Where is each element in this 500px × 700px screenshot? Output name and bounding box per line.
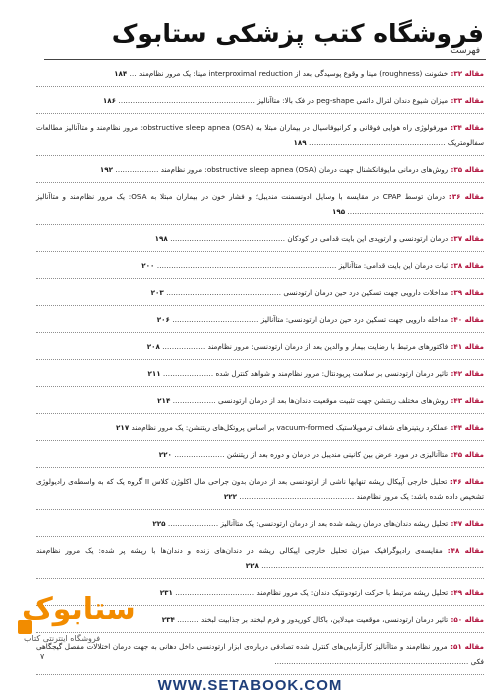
- toc-article-label: مقاله ۳۴:: [450, 123, 484, 132]
- toc-article-label: مقاله ۴۶:: [449, 477, 484, 486]
- toc-article-label: مقاله ۴۲:: [450, 369, 484, 378]
- toc-page-number: ۲۲۸: [245, 561, 259, 570]
- toc-title-text: تاثیر درمان ارتودنسی بر سلامت پریودنتال: مرور نظام‌مند و شواهد کنترل شده …………………: [160, 369, 451, 378]
- toc-entry[interactable]: [36, 339, 484, 360]
- toc-page-number: ۱۸۹: [293, 138, 307, 147]
- toc-title-latin: (OSA) obstructive sleep apnea: [142, 123, 254, 132]
- toc-entry[interactable]: [36, 393, 484, 414]
- toc-page-number: ۱۹۸: [154, 234, 168, 243]
- toc-article-label: مقاله ۴۱:: [450, 342, 484, 351]
- toc-title-text: تحلیل ریشه مرتبط با حرکت ارتودونتیک دندان: یک مرور نظام‌مند ……………………………: [172, 588, 451, 597]
- toc-title-text-rest: ) مینا و وقوع پوسیدگی بعد از interproximal reduction مینا: یک مرور نظام‌مند …: [127, 69, 383, 78]
- toc-entry[interactable]: [36, 66, 484, 87]
- toc-entry[interactable]: [36, 162, 484, 183]
- toc-page-number: ۱۹۵: [331, 207, 346, 216]
- toc-entry[interactable]: [36, 543, 484, 579]
- toc-title-text: روش‌های درمانی مایوفانکشنال جهت درمان: [316, 165, 451, 174]
- toc-page-number: ۲۰۰: [141, 261, 155, 270]
- toc-article-label: مقاله ۴۹:: [450, 588, 484, 597]
- toc-page-number: ۲۱۷: [116, 423, 130, 432]
- toc-article-label: مقاله ۴۴:: [450, 423, 484, 432]
- toc-entry[interactable]: [36, 285, 484, 306]
- toc-page-number: ۲۲۰: [158, 450, 172, 459]
- toc-title-text: عملکرد ریتینرهای شفاف ترموپلاستیک: [333, 423, 451, 432]
- toc-entry[interactable]: [36, 447, 484, 468]
- toc-page-number: ۱۸۴: [114, 69, 128, 78]
- toc-article-label: مقاله ۳۵:: [450, 165, 484, 174]
- toc-title-text-rest: بر اساس پروتکل‌های ریتنشن: یک مرور نظام‌مند: [129, 423, 277, 432]
- toc-entry[interactable]: [36, 312, 484, 333]
- toc-title-text: فاکتورهای مرتبط با رضایت بیمار و والدین بعد از درمان ارتودنسی: مرور نظام‌مند ………………: [159, 342, 451, 351]
- toc-article-label: مقاله ۴۵:: [450, 450, 484, 459]
- logo-wordmark: ستابوک: [22, 592, 136, 627]
- toc-entry[interactable]: [36, 258, 484, 279]
- toc-article-label: مقاله ۴۷:: [450, 519, 484, 528]
- toc-page-number: ۱۸۶: [102, 96, 117, 105]
- shop-title: فروشگاه کتب پزشکی ستابوک: [111, 19, 484, 48]
- toc-entry[interactable]: [36, 366, 484, 387]
- toc-title-text: تاثیر درمان ارتودنسی، موقعیت میدلاین، باکال کوریدور و فرم لبخند بر جذابیت لبخند ………: [174, 615, 451, 624]
- toc-article-label: مقاله ۳۲:: [450, 69, 484, 78]
- toc-entry[interactable]: [36, 474, 484, 510]
- toc-page-number: ۱۹۲: [99, 165, 114, 174]
- toc-title-text: مورفولوژی راه هوایی فوقانی و کرانیوفاسیال در بیماران مبتلا به: [253, 123, 451, 132]
- toc-article-label: مقاله ۵۱:: [450, 642, 484, 651]
- toc-title-text: مداخلات دارویی جهت تسکین درد حین درمان ارتودنسی …………………………………………: [163, 288, 451, 297]
- toc-title-text: روش‌های مختلف ریتنشن جهت تثبیت موقعیت دندان‌ها بعد از درمان ارتودنسی ………………: [170, 396, 451, 405]
- toc-article-label: مقاله ۴۸:: [447, 546, 484, 555]
- toc-title-text: خشونت (: [419, 69, 451, 78]
- toc-title-text-rest: : مرور نظام‌مند ………………: [113, 165, 207, 174]
- toc-article-label: مقاله ۳۶:: [448, 192, 484, 201]
- toc-article-label: مقاله ۳۷:: [450, 234, 484, 243]
- toc-title-latin: roughness: [382, 69, 420, 78]
- toc-title-text: مقایسه‌ی رادیوگرافیک میزان تحلیل خارجی اپیکالی ریشه در دندان‌های زنده و دندان‌ها با ریشه پر شده: یک مرور نظام‌مند …………………………………………………………………………………: [36, 546, 484, 570]
- toc-title-text: مرور نظام‌مند و متاآنالیز کارآزمایی‌های کنترل شده تصادفی درباره‌ی ابزار ارتودنسی داخل دهانی به جهت درمان اختلالات مفصل گیجگاهی فکی ………………………………………………………………………: [36, 642, 484, 666]
- logo-tagline: فروشگاه اینترنتی کتاب: [24, 634, 101, 643]
- toc-entry[interactable]: [36, 120, 484, 156]
- toc-title-text: ثبات درمان این بایت قدامی: متاآنالیز …………………………………………………………………: [154, 261, 451, 270]
- toc-title-latin: (OSA) obstructive sleep apnea: [206, 165, 317, 174]
- toc-article-label: مقاله ۳۹:: [450, 288, 484, 297]
- toc-page-number: ۲۰۸: [146, 342, 160, 351]
- toc-page-number: ۲۱۴: [157, 396, 171, 405]
- toc-page-number: ۲۲۲: [223, 492, 238, 501]
- section-label: فهرست: [450, 46, 480, 56]
- setabook-logo: [18, 590, 148, 660]
- toc-title-text: میزان شیوع دندان لترال دائمی: [354, 96, 451, 105]
- toc-article-label: مقاله ۴۳:: [450, 396, 484, 405]
- toc-page-number: ۲۳۴: [161, 615, 175, 624]
- toc-title-text: تحلیل ریشه دندان‌های درمان ریشه شده بعد از درمان ارتودنسی: یک متاآنالیز …………………: [165, 519, 451, 528]
- toc-title-text-rest: در مقایسه با وسایل ادونسمنت مندیبل؛ و فشار خون در بیماران مبتلا به OSA: یک مرور نظام‌مند و متاآنالیز …………………………………………………: [36, 192, 484, 216]
- toc-title-text: متاآنالیزی در مورد عرض بین کانینی مندیبل در درمان و دوره بعد از ریتنشن …………………: [171, 450, 451, 459]
- header-rule: [44, 59, 486, 60]
- toc-article-label: مقاله ۳۸:: [450, 261, 484, 270]
- toc-title-text: درمان توسط: [400, 192, 449, 201]
- toc-entry[interactable]: [36, 420, 484, 441]
- toc-entry[interactable]: [36, 93, 484, 114]
- toc-title-latin: vacuum-formed: [276, 423, 334, 432]
- page-number: ۷: [40, 652, 45, 661]
- website-url: WWW.SETABOOK.COM: [157, 677, 343, 694]
- toc-title-text-rest: در فک بالا: متاآنالیز …………………………………………………: [116, 96, 317, 105]
- toc-page-number: ۲۰۶: [156, 315, 170, 324]
- toc-article-label: مقاله ۳۳:: [450, 96, 484, 105]
- toc-entry[interactable]: [36, 189, 484, 225]
- toc-entry[interactable]: [36, 516, 484, 537]
- toc-article-label: مقاله ۵۰:: [450, 615, 484, 624]
- toc-title-text: درمان ارتودنسی و ارتوپدی این بایت قدامی در کودکان …………………………………………: [167, 234, 451, 243]
- toc-page-number: ۲۱۱: [147, 369, 161, 378]
- toc-entry[interactable]: [36, 231, 484, 252]
- table-of-contents: [36, 66, 484, 681]
- toc-article-label: مقاله ۴۰:: [450, 315, 484, 324]
- toc-title-text: مداخله دارویی جهت تسکین درد حین درمان ارتودنسی: متاآنالیز ………………………………: [169, 315, 451, 324]
- toc-title-latin: CPAP: [382, 192, 401, 201]
- toc-page-number: ۲۳۱: [159, 588, 173, 597]
- toc-title-latin: peg-shape: [316, 96, 355, 105]
- toc-title-text: تحلیل خارجی آپیکال ریشه تنهابها ناشی از ارتودنسی بعد از درمان بدون جراحی مال اکلوژن کلاس II گروه یک که به واسطه‌ی رادیولوژی تشخیص داده شده باشد: یک مرور نظام‌مند …………………………………………: [36, 477, 484, 501]
- toc-title-text-rest: : مرور نظام‌مند و متاآنالیز مطالعات سفالومتریک …………………………………………………: [36, 123, 484, 147]
- toc-page-number: ۲۲۵: [152, 519, 166, 528]
- toc-page-number: ۲۰۳: [150, 288, 164, 297]
